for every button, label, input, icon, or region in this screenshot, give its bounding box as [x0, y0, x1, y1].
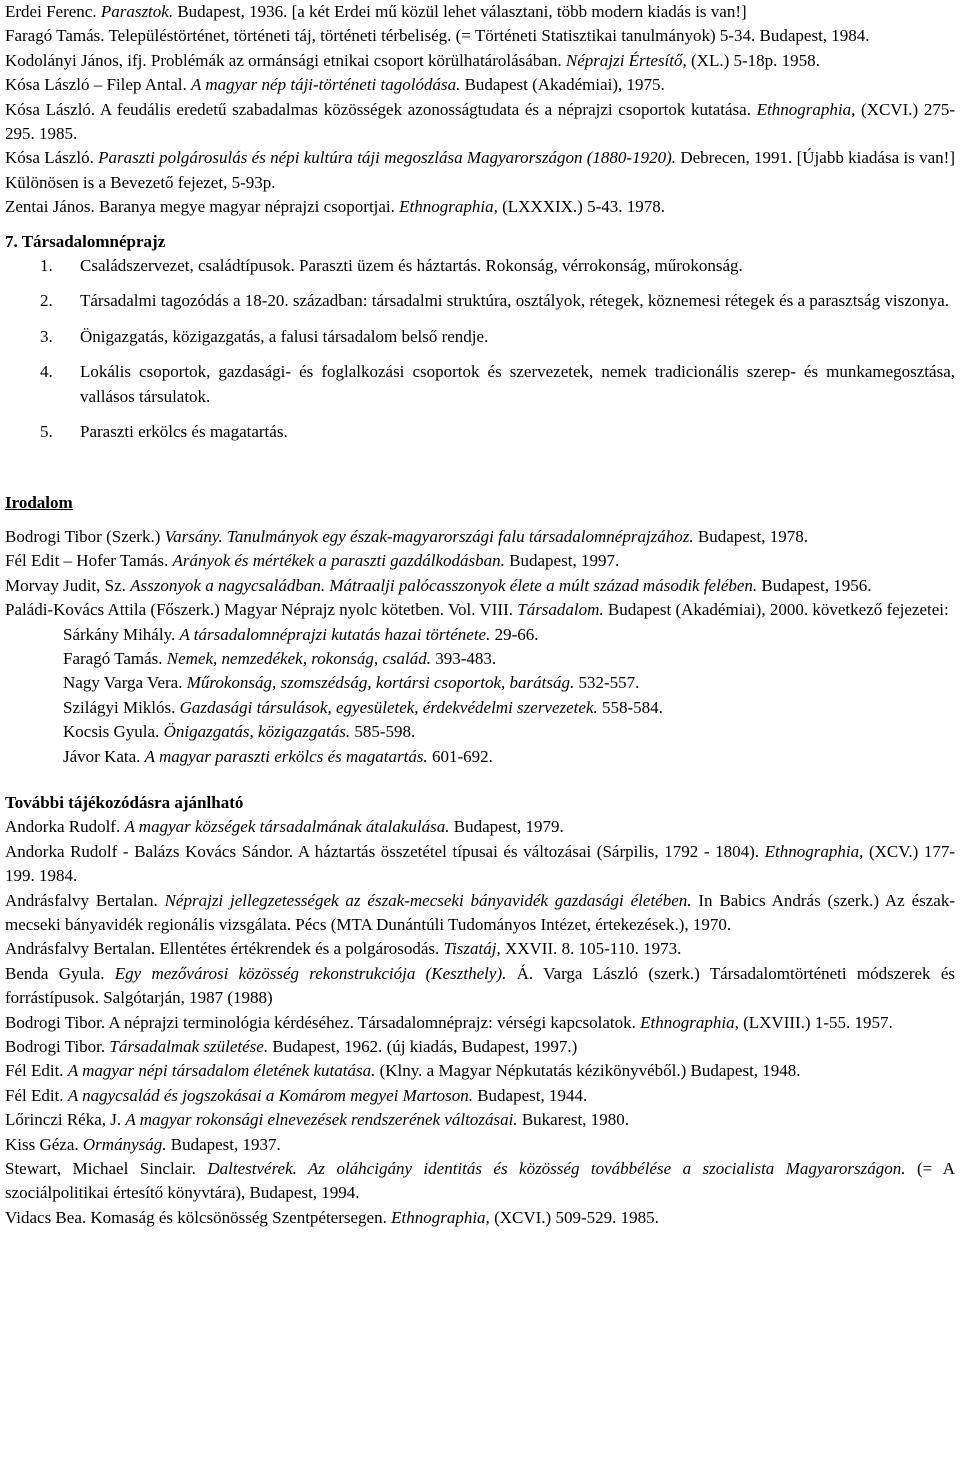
- citation-text: (Klny. a Magyar Népkutatás kézikönyvéből.) Budapest, 1948.: [375, 1061, 801, 1081]
- citation-title: Társadalmak születése.: [109, 1037, 269, 1057]
- citation-text: Bukarest, 1980.: [517, 1110, 629, 1130]
- citation-text: Bodrogi Tibor. A néprajzi terminológia kérdéséhez. Társadalomnéprajz: vérségi kapcsolatok.: [5, 1012, 641, 1032]
- citation-text: Fél Edit – Hofer Tamás.: [5, 551, 173, 571]
- citation-text: Vidacs Bea. Komaság és kölcsönösség Szentpétersegen.: [5, 1207, 392, 1227]
- citation-title: Gazdasági társulások, egyesületek, érdekvédelmi szervezetek.: [179, 697, 598, 717]
- citation-title: Ethnographia,: [756, 99, 856, 119]
- chapter-entry: [5, 745, 955, 769]
- citation-text: (LXXXIX.) 5-43. 1978.: [497, 197, 665, 217]
- citation-text: (XL.) 5-18p. 1958.: [686, 50, 820, 70]
- bibliography-entry: [5, 1108, 955, 1132]
- citation-text: Budapest, 1936. [a két Erdei mű közül lehet választani, több modern kiadás is van!]: [173, 2, 747, 21]
- citation-text: Jávor Kata.: [63, 746, 145, 766]
- bibliography-entry: [5, 98, 955, 147]
- citation-text: 585-598.: [350, 722, 416, 742]
- citation-title: Tiszatáj,: [443, 939, 501, 959]
- citation-title: A társadalomnéprajzi kutatás hazai története.: [179, 624, 491, 644]
- citation-text: Erdei Ferenc.: [5, 2, 101, 21]
- bibliography-entry: [5, 195, 955, 219]
- citation-text: Andorka Rudolf.: [5, 817, 125, 837]
- citation-text: Kocsis Gyula.: [63, 722, 164, 742]
- citation-text: Bodrogi Tibor (Szerk.): [5, 526, 165, 546]
- citation-text: XXVII. 8. 105-110. 1973.: [500, 939, 682, 959]
- citation-text: Faragó Tamás. Településtörténet, történeti táj, történeti térbeliség. (= Történeti Statisztikai tanulmányok) 5-34. Budapest, 1984.: [5, 26, 870, 46]
- citation-text: Budapest, 1979.: [449, 817, 564, 837]
- citation-text: Faragó Tamás.: [63, 648, 167, 668]
- citation-text: 558-584.: [597, 697, 663, 717]
- bibliography-entry: [5, 525, 955, 549]
- bibliography-entry: [5, 1059, 955, 1083]
- citation-text: Kodolányi János, ifj. Problémák az ormánsági etnikai csoport körülhatárolásában.: [5, 50, 566, 70]
- chapter-entry: [5, 647, 955, 671]
- citation-text: Benda Gyula.: [5, 963, 115, 983]
- irodalom-title: Irodalom: [5, 492, 73, 512]
- bibliography-entry: [5, 73, 955, 97]
- section-7-title: 7. Társadalomnéprajz: [5, 231, 166, 251]
- citation-text: Nagy Varga Vera.: [63, 673, 187, 693]
- citation-title: Arányok és mértékek a paraszti gazdálkodásban.: [172, 551, 505, 571]
- citation-text: Bodrogi Tibor.: [5, 1037, 110, 1057]
- bibliography-entry: [5, 840, 955, 889]
- bibliography-entry: [5, 598, 955, 622]
- topic-number: 3.: [40, 326, 53, 346]
- topic-item: [5, 360, 955, 409]
- citation-title: Ormányság.: [82, 1134, 167, 1154]
- citation-title: Paraszti polgárosulás és népi kultúra táji megoszlása Magyarországon (1880-1920).: [98, 148, 677, 168]
- chapter-entry: [5, 623, 955, 647]
- citation-title: Önigazgatás, közigazgatás.: [163, 722, 351, 742]
- topic-text: Önigazgatás, közigazgatás, a falusi társadalom belső rendje.: [80, 326, 489, 346]
- bibliography-list-regional: [5, 0, 955, 220]
- topic-number: 1.: [40, 256, 53, 276]
- chapter-entry: [5, 671, 955, 695]
- citation-title: A magyar rokonsági elnevezések rendszerének változásai.: [125, 1110, 518, 1130]
- citation-text: Andorka Rudolf - Balázs Kovács Sándor. A háztartás összetétel típusai és változásai (Sárpilis, 1792 - 1804).: [5, 841, 765, 861]
- topic-number: 5.: [40, 422, 53, 442]
- citation-text: 393-483.: [430, 648, 497, 668]
- citation-text: Kósa László. A feudális eredetű szabadalmas közösségek azonosságtudata és a néprajzi csoportok kutatása.: [5, 99, 757, 119]
- tovabbi-list: [5, 815, 955, 1230]
- citation-text: Budapest (Akadémiai), 2000. következő fejezetei:: [603, 600, 949, 620]
- citation-title: Műrokonság, szomszédság, kortársi csoportok, barátság.: [186, 673, 575, 693]
- citation-text: Morvay Judit, Sz.: [5, 575, 131, 595]
- citation-text: Andrásfalvy Bertalan.: [5, 890, 165, 910]
- citation-title: Parasztok.: [100, 2, 174, 21]
- topic-text: Társadalmi tagozódás a 18-20. században: társadalmi struktúra, osztályok, rétegek, köznemesi rétegek és a parasztság viszonya.: [80, 291, 950, 311]
- topic-item: [5, 325, 955, 349]
- citation-title: A nagycsalád és jogszokásai a Komárom megyei Martoson.: [67, 1085, 473, 1105]
- citation-text: (XCVI.) 275-295. 1985.: [5, 99, 955, 144]
- bibliography-entry: [5, 574, 955, 598]
- citation-title: Ethnographia,: [640, 1012, 739, 1032]
- bibliography-entry: [5, 1084, 955, 1108]
- citation-text: Budapest, 1956.: [757, 575, 872, 595]
- citation-title: Társadalom.: [517, 600, 604, 620]
- citation-title: Daltestvérek. Az oláhcigány identitás és közösség továbbélése a szocialista Magyarországon.: [207, 1159, 906, 1179]
- tovabbi-title: További tájékozódásra ajánlható: [5, 792, 244, 812]
- bibliography-entry: [5, 889, 955, 938]
- citation-title: Ethnographia,: [764, 841, 864, 861]
- topic-text: Lokális csoportok, gazdasági- és foglalkozási csoportok és szervezetek, nemek tradicionális szerep- és munkamegosztása, vallásos társulatok.: [80, 362, 955, 406]
- citation-title: Asszonyok a nagycsaládban. Mátraalji palócasszonyok élete a múlt század második felében.: [130, 575, 758, 595]
- citation-text: Kósa László – Filep Antal.: [5, 75, 192, 95]
- topic-text: Paraszti erkölcs és magatartás.: [80, 422, 288, 442]
- citation-text: Á. Varga László (szerk.) Társadalomtörténeti módszerek és forrástípusok. Salgótarján, 1987 (1988): [5, 963, 955, 1008]
- citation-text: Budapest, 1997.: [504, 551, 620, 571]
- bibliography-entry: [5, 815, 955, 839]
- bibliography-entry: [5, 962, 955, 1011]
- citation-text: Budapest, 1937.: [166, 1134, 281, 1154]
- citation-text: 532-557.: [574, 673, 640, 693]
- bibliography-entry: [5, 1133, 955, 1157]
- citation-text: Stewart, Michael Sinclair.: [5, 1159, 208, 1179]
- citation-text: Budapest, 1944.: [472, 1085, 588, 1105]
- citation-text: Fél Edit.: [5, 1085, 68, 1105]
- topic-item: [5, 420, 955, 444]
- citation-title: Varsány. Tanulmányok egy észak-magyarországi falu társadalomnéprajzához.: [164, 526, 694, 546]
- citation-text: Kiss Géza.: [5, 1134, 83, 1154]
- bibliography-entry: [5, 1206, 955, 1230]
- citation-title: Egy mezővárosi közösség rekonstrukciója (Keszthely).: [114, 963, 507, 983]
- citation-title: Néprajzi Értesítő,: [565, 50, 687, 70]
- citation-text: 601-692.: [427, 746, 493, 766]
- citation-text: (XCV.) 177-199. 1984.: [5, 841, 955, 886]
- bibliography-entry: [5, 24, 955, 48]
- topic-number: 2.: [40, 291, 53, 311]
- topic-item: [5, 289, 955, 313]
- bibliography-entry: [5, 1157, 955, 1206]
- citation-title: A magyar nép táji-történeti tagolódása.: [191, 75, 461, 95]
- citation-text: Fél Edit.: [5, 1061, 68, 1081]
- bibliography-entry: [5, 549, 955, 573]
- citation-title: Ethnographia,: [391, 1207, 490, 1227]
- bibliography-entry: [5, 49, 955, 73]
- chapter-entry: [5, 696, 955, 720]
- citation-text: Budapest, 1978.: [693, 526, 808, 546]
- citation-text: In Babics András (szerk.) Az észak-mecseki bányavidék regionális vizsgálata. Pécs (MTA Dunántúli Tudományos Intézet, értekezések.), 1970.: [5, 890, 955, 934]
- citation-title: Nemek, nemzedékek, rokonság, család.: [166, 648, 431, 668]
- topic-item: [5, 254, 955, 278]
- citation-text: Szilágyi Miklós.: [63, 697, 180, 717]
- citation-text: Budapest (Akadémiai), 1975.: [460, 75, 665, 95]
- citation-text: Kósa László.: [5, 148, 99, 168]
- citation-title: A magyar paraszti erkölcs és magatartás.: [144, 746, 428, 766]
- citation-text: Paládi-Kovács Attila (Főszerk.) Magyar Néprajz nyolc kötetben. Vol. VIII.: [5, 600, 518, 620]
- section-7-topics: [5, 254, 955, 444]
- citation-text: (= A szociálpolitikai értesítő könyvtára), Budapest, 1994.: [5, 1159, 955, 1203]
- citation-title: A magyar községek társadalmának átalakulása.: [124, 817, 450, 837]
- citation-text: Debrecen, 1991. [Újabb kiadása is van!] Különösen is a Bevezető fejezet, 5-93p.: [5, 148, 955, 192]
- citation-text: Andrásfalvy Bertalan. Ellentétes értékrendek és a polgárosodás.: [5, 939, 444, 959]
- bibliography-entry: [5, 0, 955, 24]
- citation-text: Zentai János. Baranya megye magyar néprajzi csoportjai.: [5, 197, 400, 217]
- citation-text: (XCVI.) 509-529. 1985.: [489, 1207, 659, 1227]
- citation-text: 29-66.: [490, 624, 539, 644]
- citation-text: (LXVIII.) 1-55. 1957.: [738, 1012, 893, 1032]
- citation-title: Néprajzi jellegzetességek az észak-mecseki bányavidék gazdasági életében.: [164, 890, 692, 910]
- bibliography-entry: [5, 1035, 955, 1059]
- citation-text: Sárkány Mihály.: [63, 624, 180, 644]
- irodalom-chapter-list: [5, 623, 955, 769]
- citation-text: Lőrinczi Réka, J.: [5, 1110, 126, 1130]
- chapter-entry: [5, 720, 955, 744]
- topic-number: 4.: [40, 362, 53, 382]
- topic-text: Családszervezet, családtípusok. Paraszti üzem és háztartás. Rokonság, vérrokonság, műrokonság.: [80, 256, 743, 276]
- citation-title: Ethnographia,: [399, 197, 498, 217]
- irodalom-list: [5, 525, 955, 623]
- citation-title: A magyar népi társadalom életének kutatása.: [67, 1061, 376, 1081]
- bibliography-entry: [5, 146, 955, 195]
- citation-text: Budapest, 1962. (új kiadás, Budapest, 1997.): [268, 1037, 578, 1057]
- bibliography-entry: [5, 937, 955, 961]
- bibliography-entry: [5, 1011, 955, 1035]
